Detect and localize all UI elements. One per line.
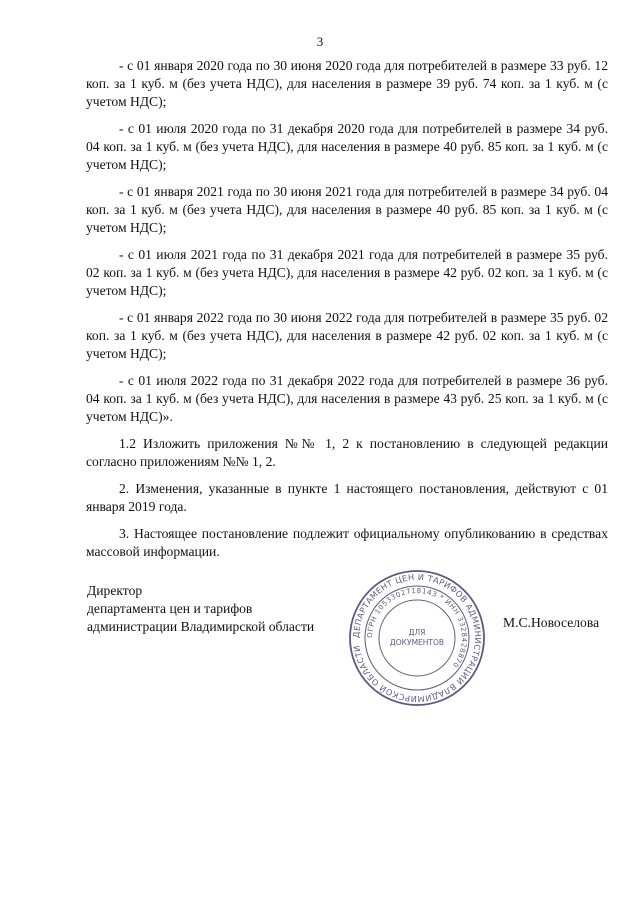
stamp-inner-text: ОГРН 1053302718143 * ИНН 3328428870	[365, 586, 469, 670]
clause-1-2: 1.2 Изложить приложения №№ 1, 2 к постановлению в следующей редакции согласно приложениям №№ 1, 2.	[86, 436, 608, 469]
clause-2: 2. Изменения, указанные в пункте 1 настоящего постановления, действуют с 01 января 2019 года.	[86, 481, 608, 514]
document-body	[86, 57, 608, 570]
official-stamp	[347, 568, 487, 708]
signature-block	[87, 582, 314, 636]
tariff-period-3: - с 01 января 2021 года по 30 июня 2021 года для потребителей в размере 34 руб. 04 коп. за 1 куб. м (без учета НДС), для населения в размере 40 руб. 85 коп. за 1 куб. м (с учетом НДС);	[86, 184, 608, 235]
tariff-period-4: - с 01 июля 2021 года по 31 декабря 2021 года для потребителей в размере 35 руб. 02 коп. за 1 куб. м (без учета НДС), для населения в размере 42 руб. 02 коп. за 1 куб. м (с учетом НДС);	[86, 247, 608, 298]
tariff-period-1: - с 01 января 2020 года по 30 июня 2020 года для потребителей в размере 33 руб. 12 коп. за 1 куб. м (без учета НДС), для населения в размере 39 руб. 74 коп. за 1 куб. м (с учетом НДС);	[86, 58, 608, 109]
signer-name: М.С.Новоселова	[503, 615, 600, 630]
stamp-center-line1: ДЛЯ	[408, 628, 426, 637]
stamp-outer-text: ДЕПАРТАМЕНТ ЦЕН И ТАРИФОВ АДМИНИСТРАЦИИ ВЛАДИМИРСКОЙ ОБЛАСТИ	[350, 571, 484, 705]
page-number: 3	[316, 34, 324, 49]
tariff-period-2: - с 01 июля 2020 года по 31 декабря 2020 года для потребителей в размере 34 руб. 04 коп. за 1 куб. м (без учета НДС), для населения в размере 40 руб. 85 коп. за 1 куб. м (с учетом НДС);	[86, 121, 608, 172]
signer-department: департамента цен и тарифов	[87, 601, 253, 616]
tariff-period-5: - с 01 января 2022 года по 30 июня 2022 года для потребителей в размере 35 руб. 02 коп. за 1 куб. м (без учета НДС), для населения в размере 42 руб. 02 коп. за 1 куб. м (с учетом НДС);	[86, 310, 608, 361]
clause-3: 3. Настоящее постановление подлежит официальному опубликованию в средствах массовой информации.	[86, 526, 608, 559]
tariff-period-6: - с 01 июля 2022 года по 31 декабря 2022 года для потребителей в размере 36 руб. 04 коп. за 1 куб. м (без учета НДС), для населения в размере 43 руб. 25 коп. за 1 куб. м (с учетом НДС)».	[86, 373, 608, 424]
signer-administration: администрации Владимирской области	[87, 619, 315, 634]
stamp-center-line2: ДОКУМЕНТОВ	[389, 638, 445, 647]
signer-title: Директор	[87, 583, 143, 598]
